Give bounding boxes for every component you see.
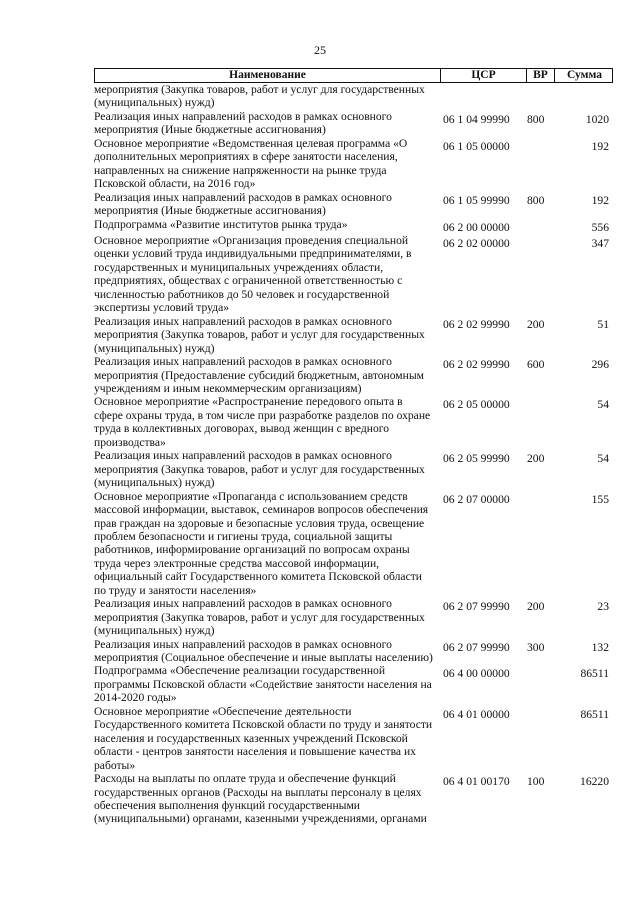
row-vr: 100 (527, 775, 545, 789)
row-sum: 155 (591, 492, 609, 506)
row-name: Реализация иных направлений расходов в рамках основного мероприятия (Иные бюджетные ассигнования) (94, 190, 392, 218)
row-name: Реализация иных направлений расходов в рамках основного мероприятия (Иные бюджетные ассигнования) (94, 109, 392, 137)
row-sum: 296 (591, 358, 609, 372)
row-csr: 06 4 01 00170 (443, 775, 510, 789)
row-vr: 300 (527, 640, 545, 654)
row-vr: 200 (527, 452, 545, 466)
row-sum: 86511 (580, 667, 609, 681)
table-header (94, 68, 613, 83)
row-csr: 06 2 00 00000 (443, 220, 510, 234)
table-row (94, 449, 613, 489)
row-vr: 200 (527, 600, 545, 614)
table-body (94, 83, 613, 826)
row-name: мероприятия (Закупка товаров, работ и услуг для государственных (муниципальных) нужд) (94, 83, 425, 110)
row-vr (525, 395, 553, 449)
row-csr: 06 1 05 99990 (443, 193, 510, 207)
row-csr: 06 2 05 99990 (443, 452, 510, 466)
row-vr: 200 (527, 317, 545, 331)
row-vr: 800 (527, 112, 545, 126)
table-row (94, 218, 613, 234)
row-name: Подпрограмма «Развитие институтов рынка труда» (94, 217, 348, 231)
table-row (94, 395, 613, 449)
row-sum: 556 (591, 220, 609, 234)
table-row (94, 315, 613, 355)
row-sum: 51 (597, 317, 609, 331)
row-name: Реализация иных направлений расходов в рамках основного мероприятия (Закупка товаров, работ и услуг для государственных (муниципальных) нужд) (94, 449, 425, 490)
row-name: Реализация иных направлений расходов в рамках основного мероприятия (Закупка товаров, работ и услуг для государственных (муниципальных) нужд) (94, 597, 425, 638)
row-csr: 06 2 02 00000 (443, 236, 510, 250)
row-name: Основное мероприятие «Организация проведения специальной оценки условий труда индивидуальными предпринимателями, в государственных и муниципальных учреждениях области, предприятиях, обществах с ограниченной ответственностью с численностью работников до 50 человек и государственной экспертизы условий труда» (94, 233, 412, 315)
table-row (94, 355, 613, 395)
header-name: Наименование (229, 69, 306, 81)
row-name: Основное мероприятие «Пропаганда с использованием средств массовой информации, выставок, семинаров вопросов обеспечения прав граждан на здоровые и безопасные условия труда, освещение проблем безопасности и гигиены труда, социальной защиты работников, информирование организаций по вопросам охраны труда через электронные средства массовой информации, официальный сайт Государственного комитета Псковской области по труду и занятости населения» (94, 489, 429, 597)
row-name: Подпрограмма «Обеспечение реализации государственной программы Псковской области «Содействие занятости населения на 2014-2020 годы» (94, 664, 432, 705)
budget-table (94, 68, 613, 826)
row-vr (525, 234, 553, 315)
row-csr: 06 1 05 00000 (443, 139, 510, 153)
row-vr (525, 137, 553, 191)
table-row (94, 597, 613, 637)
header-vr: ВР (526, 69, 554, 82)
table-row (94, 234, 613, 315)
page-number: 25 (314, 43, 326, 57)
row-sum: 192 (591, 193, 609, 207)
row-sum: 54 (597, 398, 609, 412)
row-name: Основное мероприятие «Обеспечение деятельности Государственного комитета Псковской области по труду и занятости населения и государственных казенных учреждений Псковской области - центров занятости населения и повышение качества их работы» (94, 704, 433, 772)
row-name: Расходы на выплаты по оплате труда и обеспечение функций государственных органов (Расходы на выплаты персоналу в целях обеспечения выполнения функций государственными (муниципальными) органами, казенными учреждениями, органами (94, 772, 427, 826)
table-row (94, 772, 613, 826)
row-sum: 86511 (580, 707, 609, 721)
row-csr: 06 2 02 99990 (443, 358, 510, 372)
row-sum (553, 83, 613, 110)
header-sum: Сумма (554, 69, 614, 82)
table-row (94, 705, 613, 772)
row-name: Основное мероприятие «Распространение передового опыта в сфере охраны труда, в том числе при разработке разделов по охране труда в коллективных договорах, вывод женщин с вредного производства» (94, 395, 431, 449)
row-csr: 06 2 05 00000 (443, 398, 510, 412)
table-row (94, 110, 613, 137)
row-csr: 06 2 07 99990 (443, 640, 510, 654)
row-name: Реализация иных направлений расходов в рамках основного мероприятия (Социальное обеспечение и иные выплаты населению) (94, 637, 433, 665)
row-sum: 347 (591, 236, 609, 250)
row-csr: 06 2 02 99990 (443, 317, 510, 331)
row-sum: 132 (591, 640, 609, 654)
row-vr (525, 83, 553, 110)
row-sum: 192 (591, 139, 609, 153)
row-vr (525, 664, 553, 704)
header-csr: ЦСР (440, 69, 526, 82)
row-csr: 06 2 07 99990 (443, 600, 510, 614)
table-row (94, 638, 613, 665)
row-csr: 06 4 01 00000 (443, 707, 510, 721)
row-vr: 800 (527, 193, 545, 207)
row-csr: 06 2 07 00000 (443, 492, 510, 506)
table-row (94, 490, 613, 598)
row-csr: 06 1 04 99990 (443, 112, 510, 126)
row-vr (525, 490, 553, 598)
row-name: Основное мероприятие «Ведомственная целевая программа «О дополнительных мероприятиях в сфере занятости населения, направленных на снижение напряженности на рынке труда Псковской области, на 2016 год» (94, 136, 408, 191)
row-vr (525, 705, 553, 772)
row-csr (439, 83, 525, 110)
row-vr (525, 218, 553, 234)
table-row (94, 664, 613, 704)
row-vr: 600 (527, 358, 545, 372)
table-row (94, 191, 613, 218)
row-csr: 06 4 00 00000 (443, 667, 510, 681)
row-sum: 16220 (580, 775, 609, 789)
row-sum: 23 (597, 600, 609, 614)
row-sum: 1020 (585, 112, 609, 126)
row-sum: 54 (597, 452, 609, 466)
table-row (94, 137, 613, 191)
table-row (94, 83, 613, 110)
row-name: Реализация иных направлений расходов в рамках основного мероприятия (Закупка товаров, работ и услуг для государственных (муниципальных) нужд) (94, 314, 425, 355)
row-name: Реализация иных направлений расходов в рамках основного мероприятия (Предоставление субсидий бюджетным, автономным учреждениям и иным некоммерческим организациям) (94, 355, 424, 395)
